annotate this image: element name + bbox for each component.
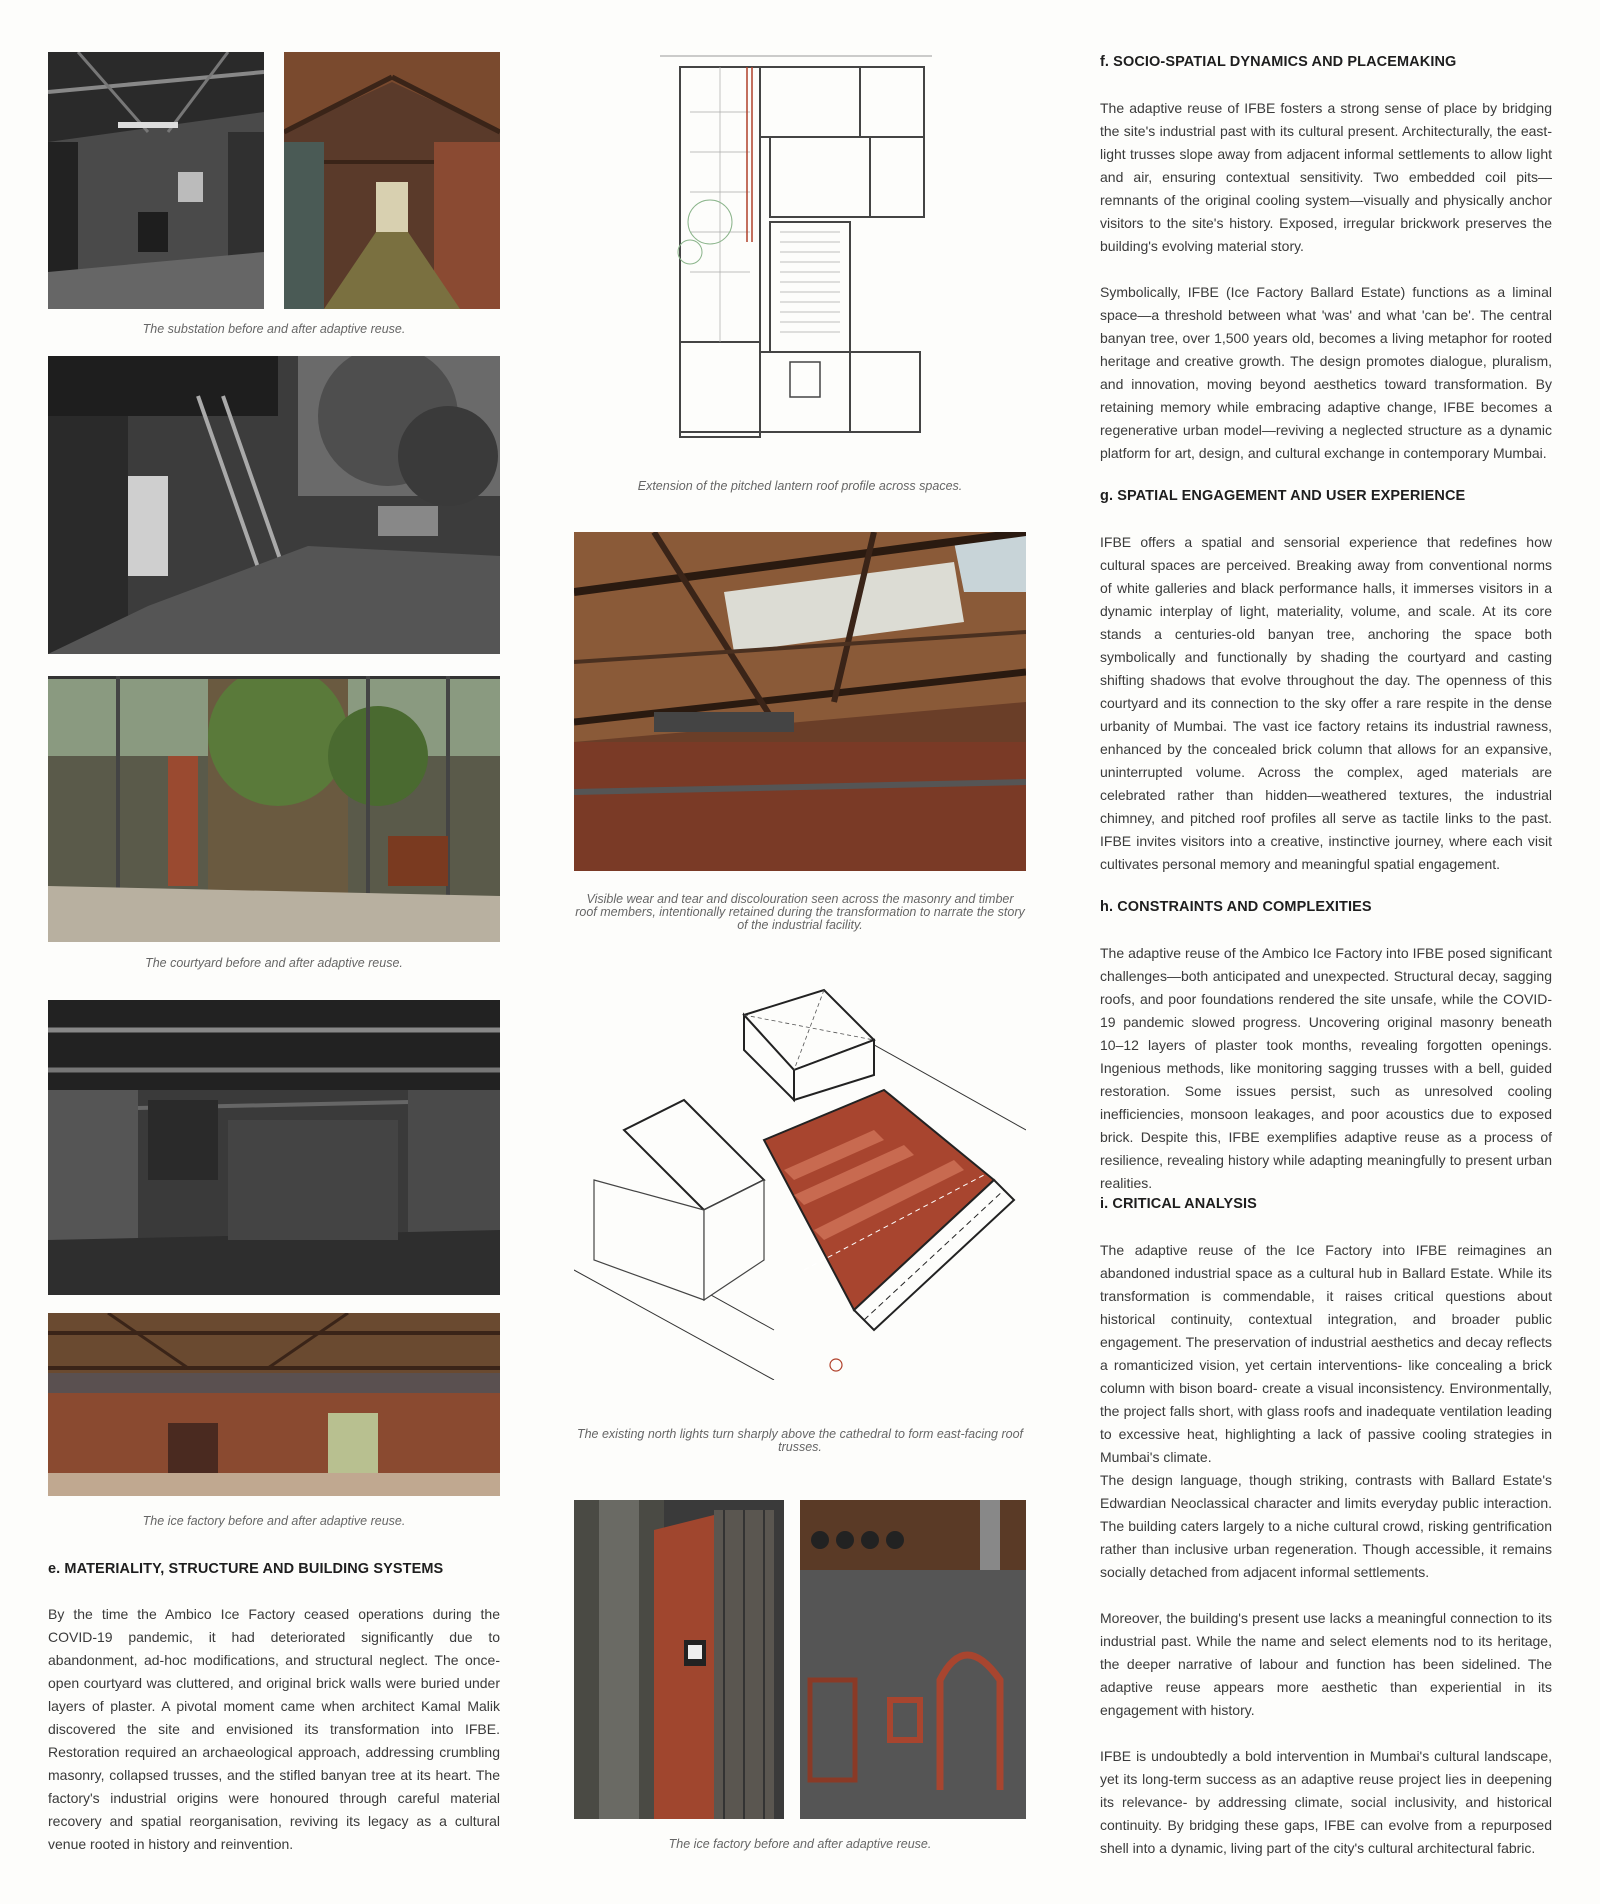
paragraph-section-f-1: The adaptive reuse of IFBE fosters a strong sense of place by bridging the site's industrial past with its cultural present. Architecturally, the east-light trusses slope away from adjacent informal settlements to allow light and air, ensuring contextual sensitivity. Two embedded coil pits—remnants of the original cooling system—visually and physically anchor visitors to the site's history. Exposed, irregular brickwork preserves the building's evolving material story. — [1100, 100, 1552, 254]
heading-section-g: g. SPATIAL ENGAGEMENT AND USER EXPERIENCE — [1100, 488, 1466, 504]
paragraph-section-g-1: IFBE offers a spatial and sensorial experience that redefines how cultural spaces are perceived. Breaking away from conventional norms of white galleries and black performance halls, it immerses visitors in a dynamic interplay of light, materiality, volume, and scale. At its core stands a centuries-old banyan tree, anchoring the space both symbolically and functionally by shading the courtyard and casting shifting shadows that evolve throughout the day. The openness of this courtyard and its connection to the sky offer a rare respite in the dense urbanity of Mumbai. The vast ice factory retains its industrial rawness, enhanced by the concealed brick column that allows for an expansive, uninterrupted volume. Across the complex, aged materials are celebrated rather than hidden—weathered textures, the industrial chimney, and pitched roof profiles all serve as tactile links to the past. IFBE invites visitors into a creative, instinctive journey, where each visit cultivates personal memory and meaningful spatial engagement. — [1100, 534, 1552, 872]
heading-section-h: h. CONSTRAINTS AND COMPLEXITIES — [1100, 899, 1372, 915]
paragraph-section-f-2: Symbolically, IFBE (Ice Factory Ballard Estate) functions as a liminal space—a threshold between what 'was' and what 'can be'. The central banyan tree, over 1,500 years old, becomes a living metaphor for rooted heritage and creative growth. The design promotes dialogue, pluralism, and innovation, moving beyond aesthetics toward transformation. By retaining memory while embracing adaptive change, IFBE becomes a regenerative urban model—reviving a neglected structure as a dynamic platform for art, design, and cultural exchange in contemporary Mumbai. — [1100, 284, 1552, 461]
timber-roof-interior-photo — [574, 532, 1026, 871]
paragraph-section-i-1: The adaptive reuse of the Ice Factory into IFBE reimagines an abandoned industrial space as a cultural hub in Ballard Estate. While its transformation is commendable, it raises critical questions about historical continuity, contextual integration, and broader public engagement. The preservation of industrial aesthetics and decay reflects a romanticized vision, yet certain interventions- like concealing a brick column with bison board- create a visual inconsistency. Environmentally, the project falls short, with glass roofs and inadequate ventilation leading to excessive heat, highlighting a lack of passive cooling strategies in Mumbai's climate. — [1100, 1242, 1552, 1465]
caption-ice-factory-left: The ice factory before and after adaptive reuse. — [142, 1514, 406, 1528]
floor-plan-drawing — [660, 52, 932, 438]
caption-courtyard: The courtyard before and after adaptive reuse. — [145, 956, 403, 970]
brick-wall-photo — [800, 1500, 1026, 1819]
courtyard-before-photo — [48, 356, 500, 654]
tree-door-photo — [574, 1500, 784, 1819]
caption-lantern-roof: Extension of the pitched lantern roof profile across spaces. — [637, 479, 963, 493]
caption-north-lights: The existing north lights turn sharply above the cathedral to form east-facing roof trusses. — [576, 1427, 1024, 1454]
ice-factory-after-photo — [48, 1313, 500, 1496]
caption-ice-factory-bottom: The ice factory before and after adaptive reuse. — [668, 1837, 932, 1851]
ice-factory-before-photo — [48, 1000, 500, 1295]
courtyard-after-photo — [48, 676, 500, 942]
caption-wear-and-tear: Visible wear and tear and discolouration seen across the masonry and timber roof members, intentionally retained during the transformation to narrate the story of the industrial facility. — [575, 892, 1025, 932]
heading-section-e: e. MATERIALITY, STRUCTURE AND BUILDING SYSTEMS — [48, 1561, 444, 1577]
substation-before-photo — [48, 52, 264, 309]
caption-substation: The substation before and after adaptive reuse. — [142, 322, 406, 336]
axonometric-roof-drawing — [574, 980, 1026, 1380]
paragraph-section-e-1: By the time the Ambico Ice Factory ceased operations during the COVID-19 pandemic, it had deteriorated significantly due to abandonment, ad-hoc modifications, and structural neglect. The once-open courtyard was cluttered, and original brick walls were buried under layers of plaster. A pivotal moment came when architect Kamal Malik discovered the site and envisioned its transformation into IFBE. Restoration required an archaeological approach, addressing crumbling masonry, collapsed trusses, and the stifled banyan tree at its heart. The factory's industrial origins were honoured through careful material recovery and spatial reorganisation, reviving its legacy as a cultural venue rooted in history and reinvention. — [48, 1606, 500, 1852]
heading-section-f: f. SOCIO-SPATIAL DYNAMICS AND PLACEMAKING — [1100, 54, 1457, 70]
heading-section-i: i. CRITICAL ANALYSIS — [1100, 1196, 1257, 1212]
substation-after-photo — [284, 52, 500, 309]
paragraph-section-i-2: The design language, though striking, contrasts with Ballard Estate's Edwardian Neoclassical character and limits everyday public interaction. The building caters largely to a niche cultural crowd, risking gentrification rather than inclusive urban regeneration. Though accessible, it remains socially detached from adjacent informal settlements. — [1100, 1472, 1552, 1580]
paragraph-section-i-3: Moreover, the building's present use lacks a meaningful connection to its industrial past. While the name and select elements nod to its heritage, the deeper narrative of labour and function has been sidelined. The adaptive reuse appears more aesthetic than experiential in its engagement with history. — [1100, 1610, 1552, 1718]
paragraph-section-i-4: IFBE is undoubtedly a bold intervention in Mumbai's cultural landscape, yet its long-term success as an adaptive reuse project lies in deepening its relevance- by addressing climate, social inclusivity, and historical continuity. By bridging these gaps, IFBE can evolve from a repurposed shell into a dynamic, living part of the city's cultural architectural fabric. — [1100, 1748, 1552, 1856]
paragraph-section-h-1: The adaptive reuse of the Ambico Ice Factory into IFBE posed significant challenges—both anticipated and unexpected. Structural decay, sagging roofs, and poor foundations rendered the site unsafe, while the COVID-19 pandemic slowed progress. Uncovering original masonry beneath 10–12 layers of plaster took months, revealing forgotten openings. Ingenious methods, like monitoring sagging trusses with a bell, guided restoration. Some issues persist, such as unresolved cooling inefficiencies, monsoon leakages, and poor acoustics due to exposed brick. Despite this, IFBE exemplifies adaptive reuse as a process of resilience, revealing history while adapting meaningfully to present urban realities. — [1100, 945, 1552, 1191]
